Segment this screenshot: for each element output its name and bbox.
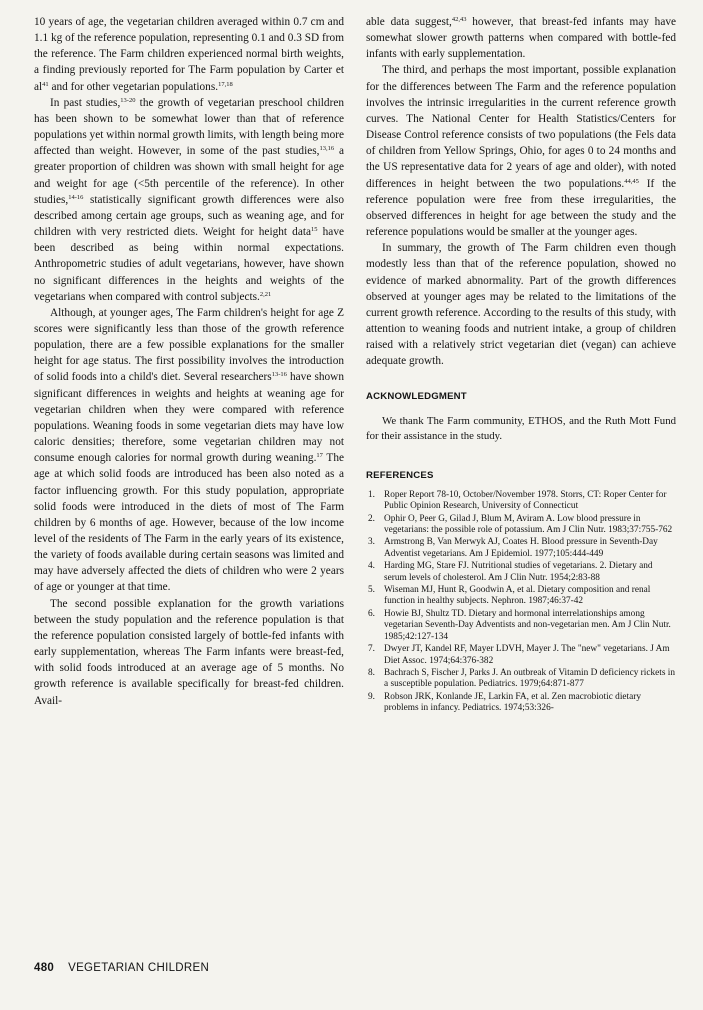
- reference-number: 3.: [368, 537, 375, 548]
- reference-text: Ophir O, Peer G, Gilad J, Blum M, Aviram A. Low blood pressure in vegetarians: the possible role of potassium. Am J Clin Nutr. 1983;37:755-762: [384, 513, 673, 536]
- reference-text: Armstrong B, Van Merwyk AJ, Coates H. Blood pressure in Seventh-Day Adventist vegetarians. Am J Epidemiol. 1977;105:444-449: [384, 537, 658, 559]
- running-title: VEGETARIAN CHILDREN: [68, 962, 210, 974]
- reference-number: 1.: [368, 489, 375, 500]
- citation: 42,43: [451, 16, 467, 23]
- reference-item: [366, 490, 676, 513]
- text-run: The third, and perhaps the most important, possible explanation for the differences between The Farm and the reference population involves the intrinsic irregularities in the current reference growth curves. The National Center for Health Statistics/Centers for Disease Control reference consists of two populations (the Fels data of children from Yellow Springs, Ohio, for ages 0 to 24 months and the US representative data for 2 years of age and older), with noted differences in height between the two populations.: [366, 64, 676, 190]
- text-run: statistically significant growth differences were also described among certain age groups, such as weaning age, and for children with very restricted diets. Weight for height data: [34, 193, 344, 239]
- reference-item: [366, 537, 676, 560]
- citation: 13,16: [319, 145, 335, 153]
- right-column: [366, 14, 676, 715]
- paragraph: [366, 62, 676, 240]
- page-footer: [34, 962, 209, 974]
- paragraph: The second possible explanation for the growth variations between the study population and the reference population is that the reference population consisted largely of bottle-fed infants with early supplementation, whereas The Farm infants were breast-fed, with solid foods introduced at an average age of 5 months. No growth reference is available specifically for breast-fed children. Avail-: [34, 597, 344, 707]
- left-column: [34, 14, 344, 709]
- reference-item: [366, 668, 676, 691]
- text-run: In past studies,: [50, 96, 121, 109]
- citation: 13-16: [271, 371, 287, 379]
- reference-number: 2.: [368, 513, 375, 524]
- reference-number: 9.: [368, 691, 375, 702]
- reference-item: [366, 609, 676, 644]
- text-run: 10 years of age, the vegetarian children averaged within 0.7 cm and 1.1 kg of the reference population, representing 0.1 and 0.3 SD from the reference. The Farm children experienced normal birth weights, a finding previously reported for The Farm population by Carter et al: [34, 16, 344, 93]
- citation: 14-16: [68, 193, 84, 201]
- reference-item: [366, 692, 676, 715]
- citation: 2,21: [259, 290, 272, 298]
- paragraph: [366, 14, 676, 62]
- text-run: the growth of vegetarian preschool children has been shown to be somewhat lower than that of reference populations yet within normal growth limits, with length being more affected than weight. However, in some of the past studies,: [34, 96, 345, 158]
- reference-text: Robson JRK, Konlande JE, Larkin FA, et al. Zen macrobiotic dietary problems in infancy. Pediatrics. 1974;53:326-: [384, 691, 641, 714]
- reference-number: 6.: [368, 608, 375, 619]
- citation: 13-20: [120, 96, 136, 104]
- citation: 44,45: [624, 177, 639, 185]
- reference-text: Wiseman MJ, Hunt R, Goodwin A, et al. Dietary composition and renal function in healthy subjects. Nephron. 1987;46:37-42: [384, 584, 651, 607]
- citation: 41: [42, 80, 49, 88]
- acknowledgment-heading: ACKNOWLEDGMENT: [366, 391, 467, 403]
- citation: 17,18: [218, 80, 233, 88]
- reference-text: Harding MG, Stare FJ. Nutritional studies of vegetarians. 2. Dietary and serum levels of cholesterol. Am J Clin Nutr. 1954;2:83-88: [384, 561, 653, 583]
- citation: 15: [311, 226, 318, 234]
- text-run: have shown significant differences in weights and heights at weaning age for vegetarian children when they were compared with reference populations. Weaning foods in some vegetarian diets may have low caloric densities; therefore, some vegetarian children may not consume enough calories for normal growth during weaning.: [34, 371, 344, 465]
- text-run: The age at which solid foods are introduced has been also noted as a factor influencing growth. For this study population, appropriate solid foods were introduced in the diets of most of The Farm children by 6 months of age. However, because of the low income level of the residents of The Farm in the early years of its existence, the variety of foods available during certain seasons was limited and may have adversely affected the diets of children who were 2 years of age or younger at that time.: [34, 452, 344, 594]
- reference-number: 8.: [368, 667, 375, 678]
- paragraph: In summary, the growth of The Farm children even though modestly less than that of the reference population, showed no evidence of marked abnormality. Part of the growth differences observed at younger ages may be related to the limitations of the current growth reference. According to the results of this study, with attention to weaning foods and nutrient intake, a group of children raised with a relatively strict vegetarian diet (vegan) can achieve adequate growth.: [366, 242, 676, 368]
- paragraph: [34, 95, 344, 305]
- text-run: have been described as being within normal expectations. Anthropometric studies of adult vegetarians, however, have shown no significant differences in the heights and weights of the vegetarians when compared with control subjects.: [34, 226, 344, 303]
- reference-item: [366, 514, 676, 537]
- reference-number: 4.: [368, 561, 375, 572]
- paragraph: [34, 305, 344, 596]
- paragraph: [34, 14, 344, 95]
- citation: 17: [316, 452, 323, 460]
- reference-text: Roper Report 78-10, October/November 1978. Storrs, CT: Roper Center for Public Opinion Research, University of Connecticut: [384, 489, 667, 512]
- reference-number: 5.: [368, 584, 375, 595]
- reference-item: [366, 561, 676, 584]
- text-run: If the reference population were free from these irregularities, the observed differences in height for age between the study and the reference populations would be smaller at the younger ages.: [366, 177, 676, 239]
- text-run: however, that breast-fed infants may have somewhat slower growth patterns when compared with bottle-fed infants with early supplementation.: [366, 16, 676, 61]
- text-run: a greater proportion of children was shown with small height for age and weight for age (<5th percentile of the reference). In other studies,: [34, 145, 345, 206]
- reference-list: [366, 490, 676, 715]
- reference-text: Bachrach S, Fischer J, Parks J. An outbreak of Vitamin D deficiency rickets in a susceptible population. Pediatrics. 1979;64:871-877: [384, 667, 676, 690]
- acknowledgment-text: We thank The Farm community, ETHOS, and the Ruth Mott Fund for their assistance in the study.: [366, 414, 676, 442]
- text-run: and for other vegetarian populations.: [48, 80, 219, 93]
- reference-text: Dwyer JT, Kandel RF, Mayer LDVH, Mayer J. The "new" vegetarians. J Am Diet Assoc. 1974;64:376-382: [384, 644, 670, 666]
- reference-item: [366, 585, 676, 608]
- reference-item: [366, 644, 676, 667]
- reference-number: 7.: [368, 644, 375, 655]
- references-heading: REFERENCES: [366, 469, 434, 481]
- text-run: Although, at younger ages, The Farm children's height for age Z scores were significantly less than those of the growth reference population, there are a few possible explanations for the smaller height for age status. The first possibility involves the introduction of solid foods into a child's diet. Several researchers: [34, 306, 344, 384]
- page-number: 480: [34, 962, 55, 974]
- reference-text: Howie BJ, Shultz TD. Dietary and hormonal interrelationships among vegetarian Seventh-Day Adventists and non-vegetarian men. Am J Clin Nutr. 1985;42:127-134: [384, 608, 671, 642]
- text-run: able data suggest,: [366, 16, 452, 28]
